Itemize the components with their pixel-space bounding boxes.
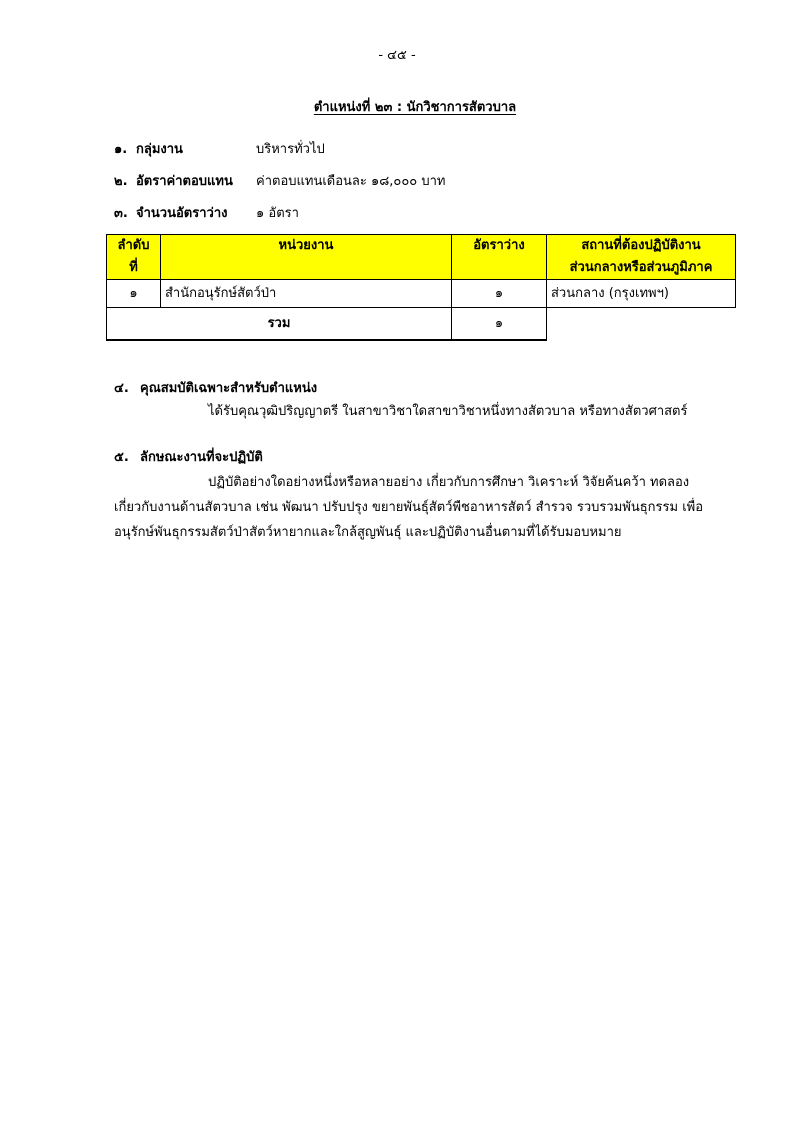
empty-cell	[547, 308, 736, 341]
item-number: ๑.	[114, 142, 128, 157]
section-qualifications-body: ได้รับคุณวุฒิปริญญาตรี ในสาขาวิชาใดสาขาวิชาหนึ่งทางสัตวบาล หรือทางสัตวศาสตร์	[208, 404, 688, 419]
item-label: กลุ่มงาน	[136, 142, 183, 157]
section-number: ๔.	[114, 381, 129, 396]
item-vacancies	[114, 202, 299, 223]
section-heading-text: ลักษณะงานที่จะปฏิบัติ	[140, 450, 263, 465]
item-label: อัตราค่าตอบแทน	[136, 174, 233, 189]
table-row	[107, 280, 736, 308]
item-value: ค่าตอบแทนเดือนละ ๑๘,๐๐๐ บาท	[256, 174, 446, 189]
page-number: - ๔๕ -	[378, 48, 416, 63]
section-duties-line2: เกี่ยวกับงานด้านสัตวบาล เช่น พัฒนา ปรับปรุง ขยายพันธุ์สัตว์พืชอาหารสัตว์ สำรวจ รวบรวมพันธุกรรม เพื่อ	[114, 500, 704, 515]
table-total-row	[107, 308, 736, 341]
cell-unit: สำนักอนุรักษ์สัตว์ป่า	[161, 280, 452, 308]
total-label: รวม	[107, 308, 452, 341]
total-value: ๑	[452, 308, 547, 341]
header-location-line1: สถานที่ต้องปฏิบัติงาน	[581, 238, 701, 253]
header-order	[107, 235, 161, 280]
section-heading-text: คุณสมบัติเฉพาะสำหรับตำแหน่ง	[140, 381, 318, 396]
table-header-row	[107, 235, 736, 280]
header-order-line1: ลำดับ	[117, 238, 150, 253]
section-qualifications-heading	[114, 377, 317, 398]
item-number: ๓.	[114, 206, 128, 221]
item-salary	[114, 170, 446, 191]
header-location-line2: ส่วนกลางหรือส่วนภูมิภาค	[569, 260, 713, 275]
vacancy-table	[106, 234, 736, 341]
item-value: ๑ อัตรา	[256, 206, 299, 221]
document-title	[0, 96, 794, 117]
section-duties-line3: อนุรักษ์พันธุกรรมสัตว์ป่าสัตว์หายากและใกล้สูญพันธุ์ และปฏิบัติงานอื่นตามที่ได้รับมอบหมาย	[114, 525, 622, 540]
header-unit: หน่วยงาน	[161, 235, 452, 280]
cell-location: ส่วนกลาง (กรุงเทพฯ)	[547, 280, 736, 308]
cell-vacancy: ๑	[452, 280, 547, 308]
header-location	[547, 235, 736, 280]
item-value: บริหารทั่วไป	[256, 142, 325, 157]
document-title-text: ตำแหน่งที่ ๒๓ : นักวิชาการสัตวบาล	[313, 100, 517, 115]
cell-order: ๑	[107, 280, 161, 308]
item-number: ๒.	[114, 174, 128, 189]
section-duties-heading	[114, 446, 263, 467]
header-vacancy: อัตราว่าง	[452, 235, 547, 280]
section-duties-line1: ปฏิบัติอย่างใดอย่างหนึ่งหรือหลายอย่าง เกี่ยวกับการศึกษา วิเคราะห์ วิจัยค้นคว้า ทดลอง	[208, 475, 690, 490]
item-work-group	[114, 138, 325, 159]
header-order-line2: ที่	[129, 260, 138, 275]
item-label: จำนวนอัตราว่าง	[136, 206, 228, 221]
section-number: ๕.	[114, 450, 129, 465]
